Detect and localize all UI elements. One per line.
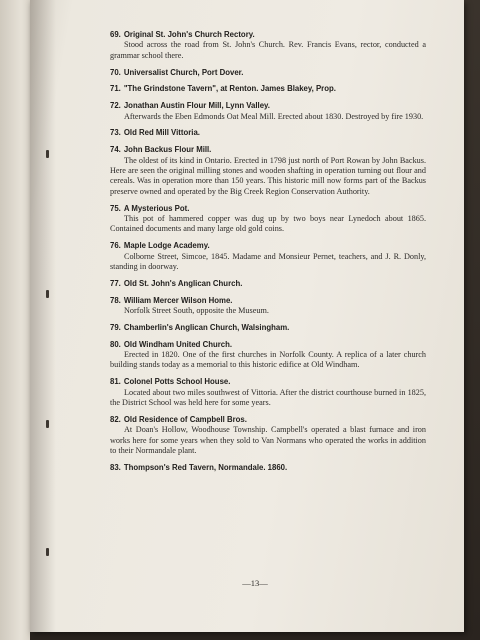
entry-item <box>110 204 426 235</box>
entry-title: John Backus Flour Mill. <box>123 145 212 155</box>
entry-heading <box>110 377 426 387</box>
entry-description: Located about two miles southwest of Vittoria. After the district courthouse burned in 1825, the District School was held here for some years. <box>110 387 426 408</box>
entry-number: 70. <box>110 67 121 77</box>
book-page <box>30 0 464 632</box>
entry-number: 71. <box>110 84 121 94</box>
binding-stitch <box>46 150 49 158</box>
page-number: —13— <box>242 578 268 588</box>
entry-heading <box>110 68 426 78</box>
entry-item <box>110 145 426 197</box>
entry-heading <box>110 145 426 155</box>
entry-item <box>110 84 426 94</box>
entry-number: 78. <box>110 295 121 305</box>
entry-number: 74. <box>110 145 121 155</box>
facing-page-edge <box>0 0 30 640</box>
entry-heading <box>110 101 426 111</box>
entry-heading <box>110 30 426 40</box>
entry-number: 76. <box>110 241 121 251</box>
entry-description: Afterwards the Eben Edmonds Oat Meal Mill. Erected about 1830. Destroyed by fire 1930. <box>124 111 424 121</box>
entry-heading <box>110 84 426 94</box>
entry-description: This pot of hammered copper was dug up by two boys near Lynedoch about 1865. Contained documents and many large old gold coins. <box>110 214 426 234</box>
binding-stitch <box>46 420 49 428</box>
entry-item <box>110 101 426 122</box>
entry-number: 69. <box>110 30 121 39</box>
entry-title: William Mercer Wilson Home. <box>123 295 233 305</box>
entry-heading <box>110 296 426 306</box>
entry-number: 83. <box>110 462 121 472</box>
entry-item <box>110 463 426 473</box>
entry-title: Original St. John's Church Rectory. <box>123 30 255 39</box>
entry-title: "The Grindstone Tavern", at Renton. James Blakey, Prop. <box>123 84 336 94</box>
entry-title: Maple Lodge Academy. <box>123 241 210 251</box>
entry-title: Old Windham United Church. <box>123 339 233 349</box>
entry-number: 81. <box>110 377 121 387</box>
entry-title: A Mysterious Pot. <box>123 203 190 213</box>
entry-heading <box>110 279 426 289</box>
entry-item <box>110 296 426 317</box>
entry-description: Stood across the road from St. John's Church. Rev. Francis Evans, rector, conducted a grammar school there. <box>110 40 426 60</box>
entry-title: Colonel Potts School House. <box>123 377 231 387</box>
binding-stitch <box>46 548 49 556</box>
entry-title: Chamberlin's Anglican Church, Walsingham. <box>123 322 290 332</box>
gutter-shadow <box>30 0 56 632</box>
entry-item <box>110 128 426 138</box>
entry-description: The oldest of its kind in Ontario. Erected in 1798 just north of Port Rowan by John Backus. Here are seen the original milling stones and wooden shafting in operation turning out flour and cereals. Was in operation more than 150 years. This historic mill now forms part of the Backus preserve owned and operated by the Big Creek Region Conservation Authority. <box>110 155 426 196</box>
entry-heading <box>110 241 426 251</box>
entry-heading <box>110 340 426 350</box>
entry-heading <box>110 463 426 473</box>
entry-title: Old Residence of Campbell Bros. <box>123 414 247 424</box>
entry-description: Norfolk Street South, opposite the Museum. <box>124 306 269 316</box>
entry-description: At Doan's Hollow, Woodhouse Township. Campbell's operated a blast furnace and iron works here for some years when they sold to Van Normans who operated the works in addition to their Normandale plant. <box>110 425 426 456</box>
entry-number: 75. <box>110 203 121 213</box>
entry-item <box>110 30 426 61</box>
entry-item <box>110 279 426 289</box>
entry-heading <box>110 415 426 425</box>
entry-item <box>110 377 426 408</box>
entry-description: Erected in 1820. One of the first churches in Norfolk County. A replica of a later church building stands today as a memorial to this historic edifice at Old Windham. <box>110 350 426 370</box>
entry-heading <box>110 128 426 138</box>
entry-title: Thompson's Red Tavern, Normandale. 1860. <box>123 462 288 472</box>
entry-number: 77. <box>110 278 121 288</box>
entry-item <box>110 241 426 272</box>
binding-stitch <box>46 290 49 298</box>
entry-title: Universalist Church, Port Dover. <box>123 67 244 77</box>
entry-title: Old St. John's Anglican Church. <box>123 278 243 288</box>
entry-title: Jonathan Austin Flour Mill, Lynn Valley. <box>123 101 270 111</box>
entry-item <box>110 415 426 457</box>
entry-item <box>110 68 426 78</box>
entry-number: 79. <box>110 322 121 332</box>
entry-description: Colborne Street, Simcoe, 1845. Madame and Monsieur Pernet, teachers, and J. R. Donly, standing in doorway. <box>110 251 426 272</box>
entry-heading <box>110 323 426 333</box>
entry-list <box>110 30 426 480</box>
entry-heading <box>110 204 426 214</box>
entry-number: 72. <box>110 101 121 111</box>
entry-item <box>110 340 426 371</box>
entry-number: 80. <box>110 339 121 349</box>
entry-number: 73. <box>110 128 121 138</box>
entry-item <box>110 323 426 333</box>
entry-title: Old Red Mill Vittoria. <box>123 128 200 138</box>
entry-number: 82. <box>110 414 121 424</box>
